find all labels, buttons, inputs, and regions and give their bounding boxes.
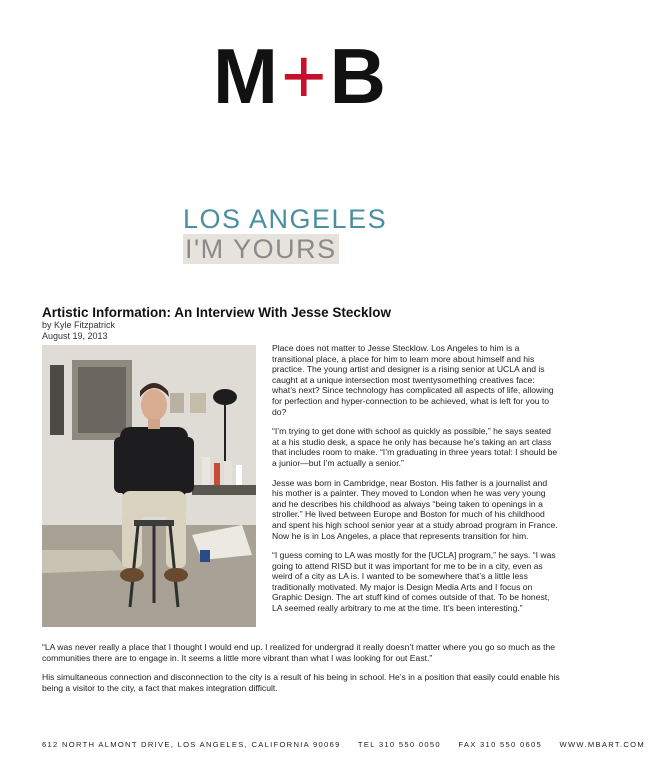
- byline: [42, 320, 115, 342]
- footer-contact: [42, 740, 646, 749]
- footer-address: 612 NORTH ALMONT DRIVE, LOS ANGELES, CALIFORNIA 90069: [42, 740, 341, 749]
- los-angeles-banner: [183, 204, 417, 264]
- footer-tel: TEL 310 550 0050: [357, 740, 441, 749]
- footer-fax: FAX 310 550 0605: [458, 740, 543, 749]
- paragraph: Jesse was born in Cambridge, near Boston. His father is a journalist and his mother is a painter. They moved to London when he was very young and he describes his childhood as always “being taken to openings in a stroller.” He lived between Europe and Boston for much of his childhood and spent his high school senior year at a study abroad program in France. Now he is in Los Angeles, a place that represents transition for him.: [272, 477, 558, 541]
- article-column: [272, 343, 558, 623]
- footer-website: WWW.MBART.COM: [559, 740, 646, 749]
- article-title: Artistic Information: An Interview With Jesse Stecklow: [42, 305, 391, 320]
- article-full-width: [42, 642, 562, 702]
- paragraph: Place does not matter to Jesse Stecklow. Los Angeles to him is a transitional place, a place for him to learn more about himself and his practice. The young artist and designer is a rising senior at UCLA and is caught at a unique intersection most twentysomething creatives face: what’s next? Since technology has complicated all aspects of life, allowing for perfection and hyper-connection to be achieved, what is left for you to do?: [272, 343, 554, 417]
- paragraph: His simultaneous connection and disconnection to the city is a result of his being in school. He’s in a position that easily could enable his being a visitor to the city, a fact that makes integration difficult.: [42, 672, 560, 693]
- logo-plus: +: [281, 32, 328, 120]
- mb-logo: [0, 32, 600, 120]
- paragraph: “LA was never really a place that I thought I would end up. I realized for undergrad it really doesn’t matter where you go so much as the communities there are to engage in. It seems a little more vibrant than what I was looking for out East.”: [42, 642, 556, 663]
- banner-line-1: LOS ANGELES: [183, 204, 388, 234]
- logo-m: M: [213, 32, 280, 120]
- publish-date: August 19, 2013: [42, 331, 108, 341]
- artist-photo: [42, 345, 256, 627]
- author: by Kyle Fitzpatrick: [42, 320, 116, 330]
- studio-photo-illustration: [42, 345, 256, 627]
- banner-line-2: I'M YOURS: [185, 234, 337, 264]
- paragraph: “I guess coming to LA was mostly for the [UCLA] program,” he says. “I was going to attend RISD but it was important for me to be in a city, even as weird of a city as LA is. I wanted to be somewhere that’s a little less traditionally motivated. My major is Design Media Arts and I focus on Graphic Design. The art stuff kind of comes outside of that. To be honest, LA seemed really arbitrary to me at the time. It’s been interesting.”: [272, 550, 556, 614]
- paragraph: “I’m trying to get done with school as quickly as possible,” he says seated at a his studio desk, a space he only has because he’s taking an art class that includes room to make. “I’m graduating in three years total: I should be a junior—but I’m actually a senior.”: [272, 426, 558, 468]
- logo-b: B: [329, 32, 387, 120]
